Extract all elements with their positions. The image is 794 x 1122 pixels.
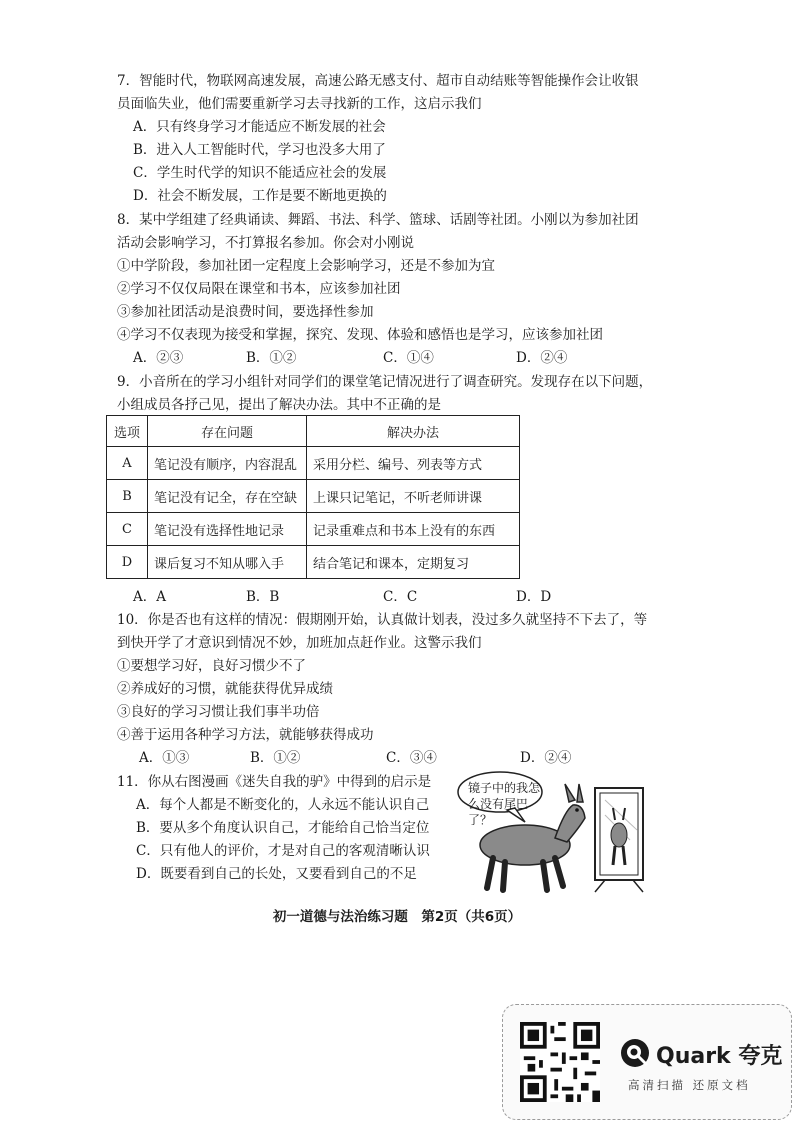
q9-header-solution: 解决办法 [307,416,520,447]
q10-statement-2: ②养成好的习惯，就能获得优异成绩 [117,681,333,697]
q9-cell-solution: 结合笔记和课本，定期复习 [307,546,520,579]
q9-cell-option: A [107,447,148,480]
quark-logo-icon [620,1038,650,1068]
q10-option-d: D．②④ [520,750,572,766]
q11-option-d: D．既要看到自己的长处，又要看到自己的不足 [136,866,417,882]
q9-cell-problem: 笔记没有顺序，内容混乱 [148,447,307,480]
q9-table [106,415,520,579]
q8-option-b: B．①② [246,350,297,366]
q9-cell-problem: 笔记没有选择性地记录 [148,513,307,546]
q11-option-b: B．要从多个角度认识自己，才能给自己恰当定位 [136,820,430,836]
q9-cell-option: B [107,480,148,513]
q11-option-a: A．每个人都是不断变化的，人永远不能认识自己 [136,797,430,813]
q10-statement-3: ③良好的学习习惯让我们事半功倍 [117,704,320,720]
q7-option-b: B．进入人工智能时代，学习也没多大用了 [133,142,386,158]
quark-tagline: 高清扫描 还原文档 [628,1078,751,1092]
q9-option-d: D．D [516,589,552,605]
q8-statement-1: ①中学阶段，参加社团一定程度上会影响学习，还是不参加为宜 [117,258,495,274]
q10-option-a: A．①③ [139,750,190,766]
q8-statement-4: ④学习不仅表现为接受和掌握，探究、发现、体验和感悟也是学习，应该参加社团 [117,327,603,343]
q9-table-row [107,546,520,579]
q9-option-c: C．C [383,589,418,605]
cartoon-speech-bubble [468,780,548,828]
quark-brand-name: Quark 夸克 [656,1044,783,1069]
q9-option-b: B．B [246,589,280,605]
qr-code-icon [520,1022,600,1102]
q9-cell-problem: 课后复习不知从哪入手 [148,546,307,579]
q9-table-row [107,447,520,480]
q10-stem-line2: 到快开学了才意识到情况不妙，加班加点赶作业。这警示我们 [117,635,482,651]
q7-stem-line2: 员面临失业，他们需要重新学习去寻找新的工作，这启示我们 [117,96,482,112]
q9-cell-option: D [107,546,148,579]
q9-stem-line1: 9．小音所在的学习小组针对同学们的课堂笔记情况进行了调查研究。发现存在以下问题， [117,374,653,390]
q10-stem-line1: 10．你是否也有这样的情况：假期刚开始，认真做计划表，没过多久就坚持不下去了，等 [117,612,648,628]
bubble-line1: 镜子中的我怎 [468,781,541,795]
q9-table-row [107,480,520,513]
q9-stem-line2: 小组成员各抒己见，提出了解决办法。其中不正确的是 [117,397,441,413]
q11-stem: 11．你从右图漫画《迷失自我的驴》中得到的启示是 [117,774,432,790]
page-footer: 初一道德与法治练习题 第2页（共6页） [272,909,522,925]
q9-cell-solution: 记录重难点和书本上没有的东西 [307,513,520,546]
q11-option-c: C．只有他人的评价，才是对自己的客观清晰认识 [136,843,430,859]
q9-cell-solution: 采用分栏、编号、列表等方式 [307,447,520,480]
q10-option-c: C．③④ [386,750,437,766]
q9-header-problem: 存在问题 [148,416,307,447]
q10-option-b: B．①② [250,750,301,766]
q9-cell-problem: 笔记没有记全，存在空缺 [148,480,307,513]
q9-table-header [107,416,520,447]
q7-option-a: A．只有终身学习才能适应不断发展的社会 [133,119,386,135]
q9-header-option: 选项 [107,416,148,447]
q8-option-c: C．①④ [383,350,434,366]
q7-option-d: D．社会不断发展，工作是要不断地更换的 [133,188,387,204]
q9-option-a: A．A [133,589,166,605]
q7-stem-line1: 7．智能时代，物联网高速发展，高速公路无感支付、超市自动结账等智能操作会让收银 [117,73,639,89]
q8-statement-2: ②学习不仅仅局限在课堂和书本，应该参加社团 [117,281,401,297]
q8-option-a: A．②③ [133,350,184,366]
q9-table-row [107,513,520,546]
q10-statement-4: ④善于运用各种学习方法，就能够获得成功 [117,727,374,743]
q10-statement-1: ①要想学习好，良好习惯少不了 [117,658,306,674]
q8-stem-line1: 8．某中学组建了经典诵读、舞蹈、书法、科学、篮球、话剧等社团。小刚以为参加社团 [117,212,639,228]
q7-option-c: C．学生时代学的知识不能适应社会的发展 [133,165,387,181]
q9-cell-solution: 上课只记笔记，不听老师讲课 [307,480,520,513]
q8-option-d: D．②④ [516,350,568,366]
q8-statement-3: ③参加社团活动是浪费时间，要选择性参加 [117,304,374,320]
q9-cell-option: C [107,513,148,546]
bubble-line2: 么没有尾巴了？ [468,797,529,827]
q8-stem-line2: 活动会影响学习，不打算报名参加。你会对小刚说 [117,235,414,251]
